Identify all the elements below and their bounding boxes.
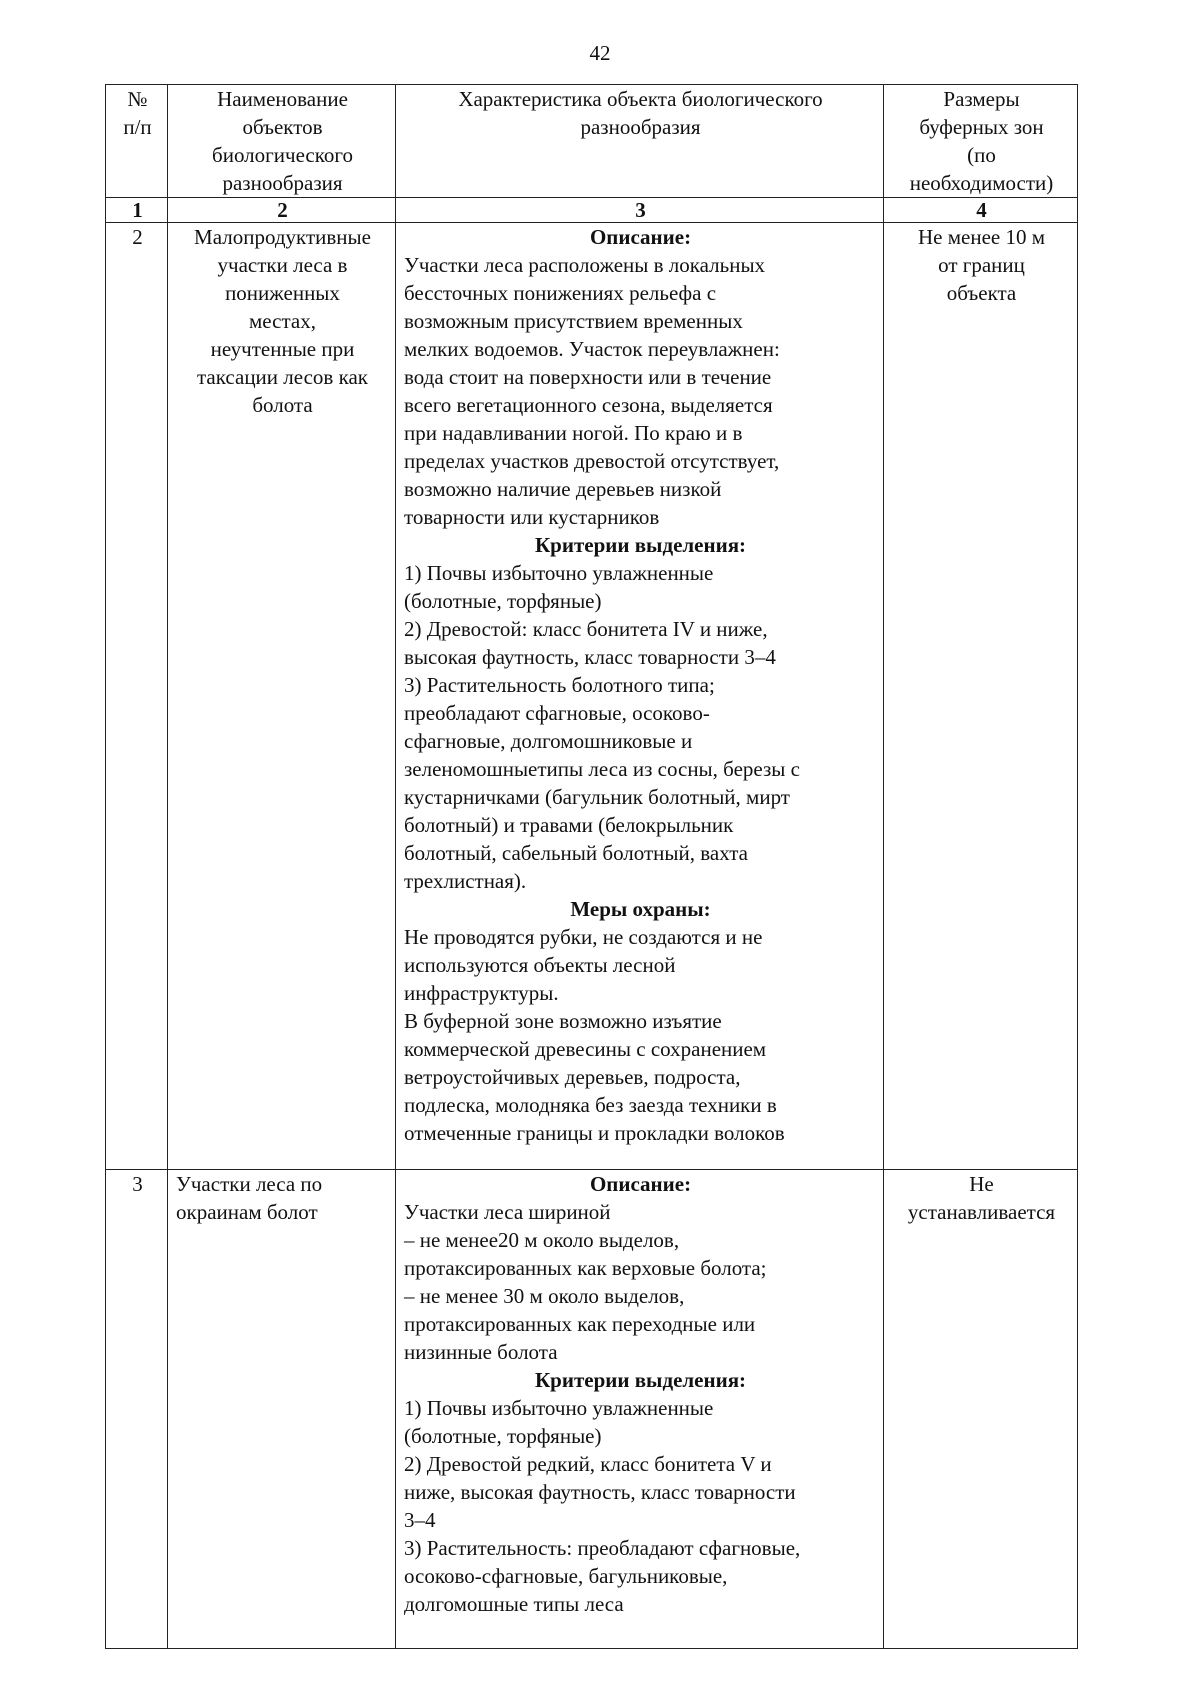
row-buffer [884, 223, 1078, 1170]
column-index-row [106, 198, 1078, 223]
criteria-line: преобладают сфагновые, осоково- [404, 701, 710, 725]
header-num-line: п/п [123, 115, 152, 139]
measures-heading: Меры охраны: [570, 897, 711, 921]
criteria-line: осоково-сфагновые, багульниковые, [404, 1564, 728, 1588]
description-line: Участки леса расположены в локальных [404, 253, 766, 277]
description-line: при надавливании ногой. По краю и в [404, 421, 743, 445]
row-name-line: участки леса в [217, 253, 348, 277]
criteria-line: 1) Почвы избыточно увлажненные [404, 1396, 714, 1420]
header-buffer-line: буферных зон [919, 115, 1044, 139]
description-line: вода стоит на поверхности или в течение [404, 365, 772, 389]
header-buffer-line: Размеры [943, 87, 1020, 111]
description-line: низинные болота [404, 1340, 558, 1364]
description-line: Участки леса шириной [404, 1200, 611, 1224]
criteria-heading: Критерии выделения: [534, 533, 747, 557]
criteria-line: 3–4 [404, 1508, 436, 1532]
criteria-line: болотный) и травами (белокрыльник [404, 813, 734, 837]
description-line: мелких водоемов. Участок переувлажнен: [404, 337, 780, 361]
header-name-line: Наименование [217, 87, 348, 111]
row-name [168, 223, 396, 1170]
description-line: всего вегетационного сезона, выделяется [404, 393, 773, 417]
criteria-line: 2) Древостой редкий, класс бонитета V и [404, 1452, 772, 1476]
page-number: 42 [589, 41, 611, 65]
measures-line: используются объекты лесной [404, 953, 676, 977]
measures-line: ветроустойчивых деревьев, подроста, [404, 1065, 741, 1089]
header-name [168, 85, 396, 198]
header-characteristic [396, 85, 884, 198]
description-line: протаксированных как переходные или [404, 1312, 756, 1336]
row-buffer-line: устанавливается [907, 1200, 1056, 1224]
row-name-line: местах, [249, 309, 316, 333]
description-heading: Описание: [589, 1172, 692, 1196]
row-num: 2 [106, 223, 168, 1170]
description-line: протаксированных как верховые болота; [404, 1256, 767, 1280]
measures-line: отмеченные границы и прокладки волоков [404, 1121, 785, 1145]
header-buffer-line: (по [967, 143, 996, 167]
description-line: – не менее 30 м около выделов, [404, 1284, 685, 1308]
column-index: 2 [168, 198, 396, 223]
row-buffer-line: объекта [946, 281, 1017, 305]
measures-line: коммерческой древесины с сохранением [404, 1037, 767, 1061]
header-characteristic-line: Характеристика объекта биологического [458, 87, 823, 111]
row-name-line: неучтенные при [210, 337, 355, 361]
row-buffer [884, 1170, 1078, 1649]
measures-line: подлеска, молодняка без заезда техники в [404, 1093, 777, 1117]
row-buffer-line: Не [969, 1172, 994, 1196]
header-buffer-line: необходимости) [909, 171, 1054, 195]
description-line: возможно наличие деревьев низкой [404, 477, 722, 501]
criteria-line: 1) Почвы избыточно увлажненные [404, 561, 714, 585]
measures-line: инфраструктуры. [404, 981, 559, 1005]
criteria-line: 3) Растительность: преобладают сфагновые, [404, 1536, 801, 1560]
table-row [106, 223, 1078, 1170]
criteria-line: 2) Древостой: класс бонитета IV и ниже, [404, 617, 768, 641]
header-buffer [884, 85, 1078, 198]
row-buffer-line: Не менее 10 м [917, 225, 1045, 249]
row-name [168, 1170, 396, 1649]
criteria-line: долгомошные типы леса [404, 1592, 624, 1616]
criteria-line: (болотные, торфяные) [404, 589, 602, 613]
header-name-line: объектов [242, 115, 323, 139]
row-buffer-line: от границ [938, 253, 1025, 277]
criteria-heading: Критерии выделения: [534, 1368, 747, 1392]
criteria-line: трехлистная). [404, 869, 527, 893]
description-line: – не менее20 м около выделов, [404, 1228, 680, 1252]
header-name-line: биологического [212, 143, 353, 167]
column-index: 4 [884, 198, 1078, 223]
criteria-line: болотный, сабельный болотный, вахта [404, 841, 748, 865]
biodiversity-table [105, 84, 1078, 1649]
measures-line: В буферной зоне возможно изъятие [404, 1009, 722, 1033]
criteria-line: ниже, высокая фаутность, класс товарности [404, 1480, 796, 1504]
criteria-line: сфагновые, долгомошниковые и [404, 729, 693, 753]
description-line: пределах участков древостой отсутствует, [404, 449, 780, 473]
row-name-line: окраинам болот [176, 1200, 318, 1224]
row-characteristic [396, 223, 884, 1170]
table-row [106, 1170, 1078, 1649]
column-index: 3 [396, 198, 884, 223]
criteria-line: кустарничками (багульник болотный, мирт [404, 785, 790, 809]
header-num-line: № [127, 87, 148, 111]
header-name-line: разнообразия [222, 171, 343, 195]
criteria-line: (болотные, торфяные) [404, 1424, 602, 1448]
column-index: 1 [106, 198, 168, 223]
criteria-line: высокая фаутность, класс товарности 3–4 [404, 645, 776, 669]
description-line: возможным присутствием временных [404, 309, 743, 333]
row-name-line: Малопродуктивные [194, 225, 371, 249]
header-num [106, 85, 168, 198]
description-heading: Описание: [589, 225, 692, 249]
row-name-line: пониженных [225, 281, 340, 305]
row-name-line: Участки леса по [176, 1172, 323, 1196]
header-characteristic-line: разнообразия [580, 115, 701, 139]
criteria-line: зеленомошныетипы леса из сосны, березы с [404, 757, 800, 781]
row-num: 3 [106, 1170, 168, 1649]
criteria-line: 3) Растительность болотного типа; [404, 673, 715, 697]
description-line: товарности или кустарников [404, 505, 660, 529]
row-characteristic [396, 1170, 884, 1649]
description-line: бессточных понижениях рельефа с [404, 281, 717, 305]
row-name-line: болота [252, 393, 313, 417]
table-header-row [106, 85, 1078, 198]
measures-line: Не проводятся рубки, не создаются и не [404, 925, 763, 949]
row-name-line: таксации лесов как [196, 365, 368, 389]
